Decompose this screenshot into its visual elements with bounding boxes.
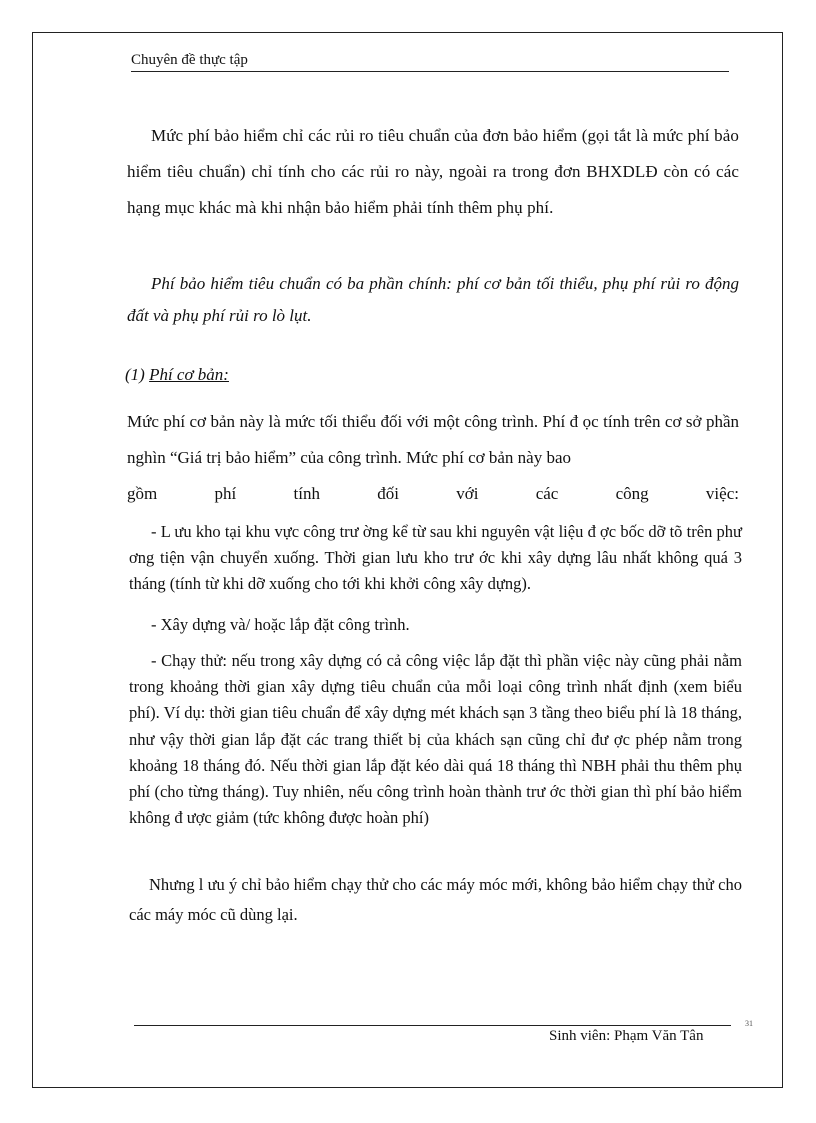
word: công [615, 484, 649, 503]
paragraph-note: Nhưng l ưu ý chỉ bảo hiểm chạy thử cho các máy móc mới, không bảo hiểm chạy thử cho các máy móc cũ dùng lại. [129, 875, 742, 924]
paragraph-construction: - Xây dựng và/ hoặc lắp đặt công trình. [151, 615, 410, 634]
paragraph-premium-components: Phí bảo hiểm tiêu chuẩn có ba phần chính: phí cơ bản tối thiểu, phụ phí rủi ro động đất và phụ phí rủi ro lò lụt. [127, 274, 739, 325]
paragraph-test-run: - Chạy thử: nếu trong xây dựng có cả công việc lắp đặt thì phần việc này cũng phải nằm trong khoảng thời gian xây dựng tiêu chuẩn của mỗi loại công trình nhất định (xem biểu phí). Ví dụ: thời gian tiêu chuẩn để xây dựng mét khách sạn 3 tầng theo biểu phí là 18 tháng, như vậy thời gian lắp đặt các trang thiết bị của khách sạn cũng chỉ đư ợc phép nằm trong khoảng 18 tháng đó. Nếu thời gian lắp đặt kéo dài quá 18 tháng thì NBH phải thu thêm phụ phí (cho từng tháng). Tuy nhiên, nếu công trình hoàn thành trư ớc thời gian thì phí bảo hiểm không đ ược giảm (tức không được hoàn phí) [129, 651, 742, 828]
word: đối [377, 484, 399, 503]
word: việc: [705, 484, 739, 503]
word: với [456, 484, 479, 503]
student-name: Sinh viên: Phạm Văn Tân [549, 1028, 704, 1044]
page-header: Chuyên đề thực tập [131, 52, 729, 72]
section-title: Phí cơ bản: [149, 365, 229, 384]
section-number: (1) [125, 365, 145, 384]
word: gồm [127, 484, 158, 503]
paragraph-basic-fee: Mức phí cơ bản này là mức tối thiểu đối với một công trình. Phí đ ọc tính trên cơ sở phần nghìn “Giá trị bảo hiểm” của công trình. Mức phí cơ bản này bao [127, 412, 739, 467]
section-heading [125, 365, 229, 385]
word: các [535, 484, 559, 503]
word: tính [293, 484, 320, 503]
word: phí [214, 484, 237, 503]
paragraph-standard-premium: Mức phí bảo hiểm chỉ các rủi ro tiêu chuẩn của đơn bảo hiểm (gọi tắt là mức phí bảo hiểm tiêu chuẩn) chỉ tính cho các rủi ro này, ngoài ra trong đơn BHXDLĐ còn có các hạng mục khác mà khi nhận bảo hiểm phải tính thêm phụ phí. [127, 126, 739, 217]
page-number: 31 [745, 1019, 753, 1028]
footer-rule [134, 1025, 731, 1026]
paragraph-basic-fee-last-line [127, 476, 739, 512]
paragraph-storage: - L ưu kho tại khu vực công trư ờng kể từ sau khi nguyên vật liệu đ ợc bốc dỡ tõ trên phư ơng tiện vận chuyển xuống. Thời gian lưu kho trư ớc khi xây dựng lâu nhất không quá 3 tháng (tính từ khi dỡ xuống cho tới khi khởi công xây dựng). [129, 522, 742, 593]
